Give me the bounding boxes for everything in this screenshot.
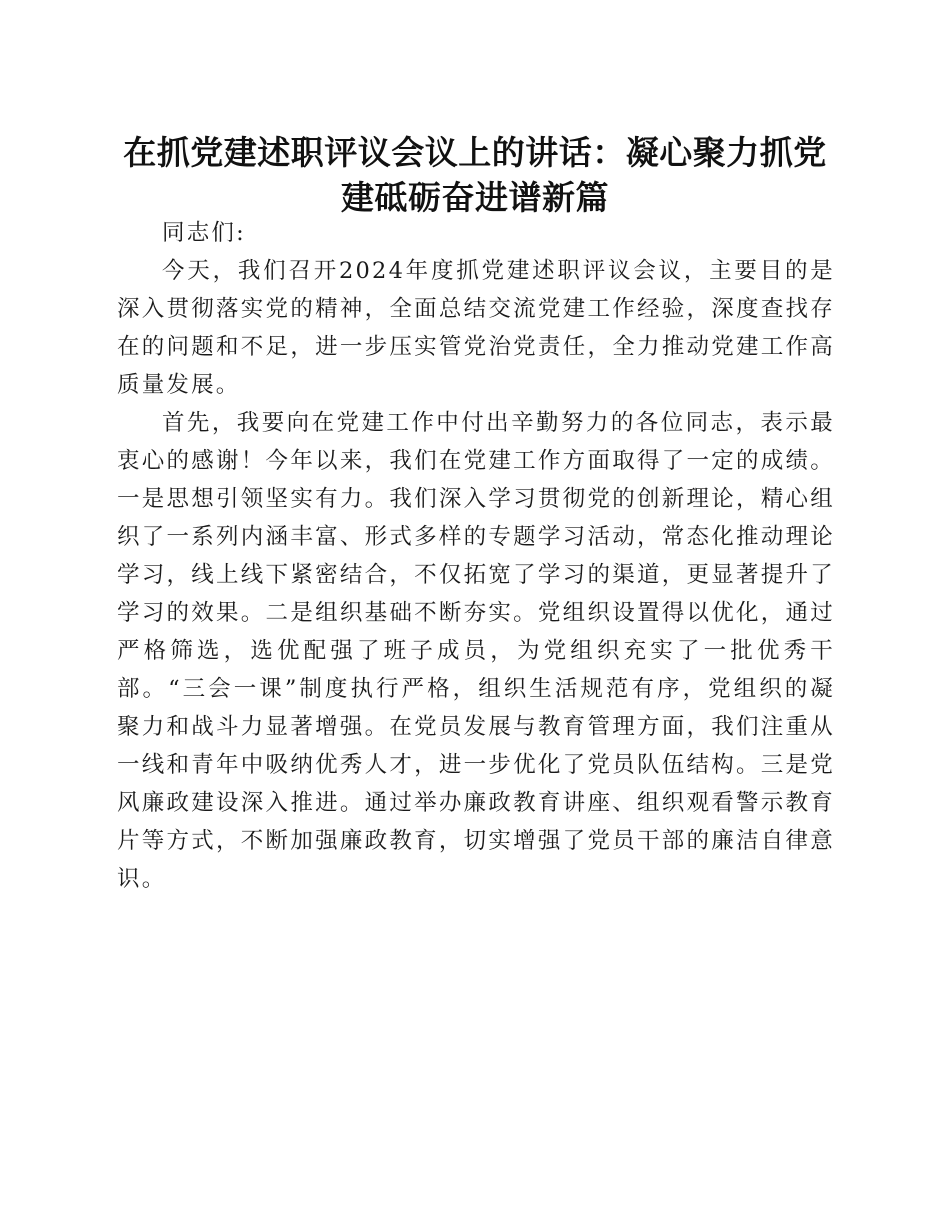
- paragraph-opening: 今天，我们召开2024年度抓党建述职评议会议，主要目的是深入贯彻落实党的精神，全面总结交流党建工作经验，深度查找存在的问题和不足，进一步压实管党治党责任，全力推动党建工作高质量发展。: [117, 258, 835, 398]
- document-title: 在抓党建述职评议会议上的讲话：凝心聚力抓党建砥砺奋进谱新篇: [123, 133, 827, 217]
- salutation: 同志们:: [162, 220, 246, 246]
- document-body: [117, 214, 835, 898]
- paragraph-achievements: 首先，我要向在党建工作中付出辛勤努力的各位同志，表示最衷心的感谢！今年以来，我们在党建工作方面取得了一定的成绩。一是思想引领坚实有力。我们深入学习贯彻党的创新理论，精心组织了一系列内涵丰富、形式多样的专题学习活动，常态化推动理论学习，线上线下紧密结合，不仅拓宽了学习的渠道，更显著提升了学习的效果。二是组织基础不断夯实。党组织设置得以优化，通过严格筛选，选优配强了班子成员，为党组织充实了一批优秀干部。“三会一课”制度执行严格，组织生活规范有序，党组织的凝聚力和战斗力显著增强。在党员发展与教育管理方面，我们注重从一线和青年中吸纳优秀人才，进一步优化了党员队伍结构。三是党风廉政建设深入推进。通过举办廉政教育讲座、组织观看警示教育片等方式，不断加强廉政教育，切实增强了党员干部的廉洁自律意识。: [117, 410, 835, 892]
